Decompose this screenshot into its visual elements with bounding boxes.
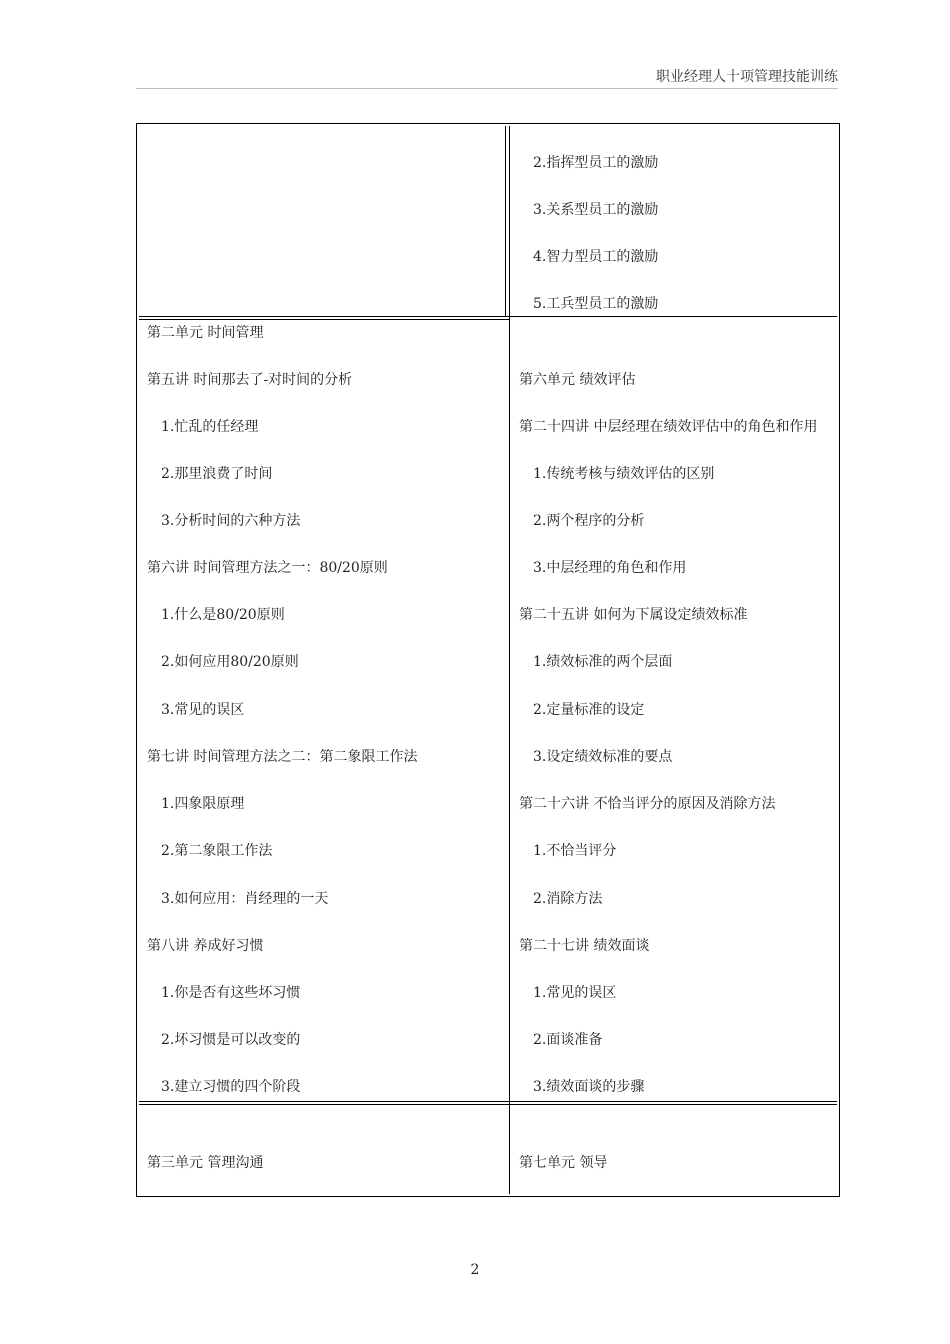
list-item: 1.常见的误区	[533, 985, 617, 1001]
list-item: 2.两个程序的分析	[533, 513, 645, 529]
unit-heading: 第二单元 时间管理	[147, 325, 264, 341]
lecture-heading: 第二十五讲 如何为下属设定绩效标准	[519, 607, 748, 623]
lecture-heading: 第二十六讲 不恰当评分的原因及消除方法	[519, 796, 776, 812]
list-item: 3.建立习惯的四个阶段	[161, 1079, 301, 1095]
unit-heading: 第六单元 绩效评估	[519, 372, 636, 388]
list-item: 1.不恰当评分	[533, 843, 617, 859]
lecture-heading: 第七讲 时间管理方法之二：第二象限工作法	[147, 749, 418, 765]
lecture-heading: 第八讲 养成好习惯	[147, 938, 264, 954]
list-item: 2.定量标准的设定	[533, 702, 645, 718]
list-item: 1.你是否有这些坏习惯	[161, 985, 301, 1001]
list-item: 2.坏习惯是可以改变的	[161, 1032, 301, 1048]
unit-heading: 第七单元 领导	[519, 1155, 608, 1171]
lecture-heading: 第二十七讲 绩效面谈	[519, 938, 650, 954]
running-header-title: 职业经理人十项管理技能训练	[656, 69, 838, 85]
list-item: 1.四象限原理	[161, 796, 245, 812]
row-divider-double	[139, 1104, 837, 1105]
list-item: 2.面谈准备	[533, 1032, 603, 1048]
list-item: 4.智力型员工的激励	[533, 249, 659, 265]
curriculum-table	[136, 123, 840, 1197]
row-divider	[139, 1101, 837, 1102]
unit-heading: 第三单元 管理沟通	[147, 1155, 264, 1171]
list-item: 1.什么是80/20原则	[161, 607, 285, 623]
list-item: 5.工兵型员工的激励	[533, 296, 659, 312]
list-item: 2.第二象限工作法	[161, 843, 273, 859]
lecture-heading: 第五讲 时间那去了-对时间的分析	[147, 372, 353, 388]
lecture-heading: 第二十四讲 中层经理在绩效评估中的角色和作用	[519, 419, 818, 435]
list-item: 2.消除方法	[533, 891, 603, 907]
list-item: 3.关系型员工的激励	[533, 202, 659, 218]
row-divider-double	[139, 319, 509, 320]
list-item: 3.设定绩效标准的要点	[533, 749, 673, 765]
page-number: 2	[470, 1262, 480, 1278]
lecture-heading: 第六讲 时间管理方法之一：80/20原则	[147, 560, 388, 576]
column-divider-double	[505, 126, 506, 316]
list-item: 2.那里浪费了时间	[161, 466, 273, 482]
list-item: 3.分析时间的六种方法	[161, 513, 301, 529]
list-item: 1.传统考核与绩效评估的区别	[533, 466, 715, 482]
list-item: 2.如何应用80/20原则	[161, 654, 299, 670]
list-item: 2.指挥型员工的激励	[533, 155, 659, 171]
list-item: 3.中层经理的角色和作用	[533, 560, 687, 576]
list-item: 1.绩效标准的两个层面	[533, 654, 673, 670]
header-divider	[136, 88, 838, 89]
row-divider	[139, 316, 837, 317]
list-item: 3.如何应用：肖经理的一天	[161, 891, 329, 907]
list-item: 3.常见的误区	[161, 702, 245, 718]
list-item: 1.忙乱的任经理	[161, 419, 259, 435]
column-divider	[509, 126, 510, 1194]
list-item: 3.绩效面谈的步骤	[533, 1079, 645, 1095]
